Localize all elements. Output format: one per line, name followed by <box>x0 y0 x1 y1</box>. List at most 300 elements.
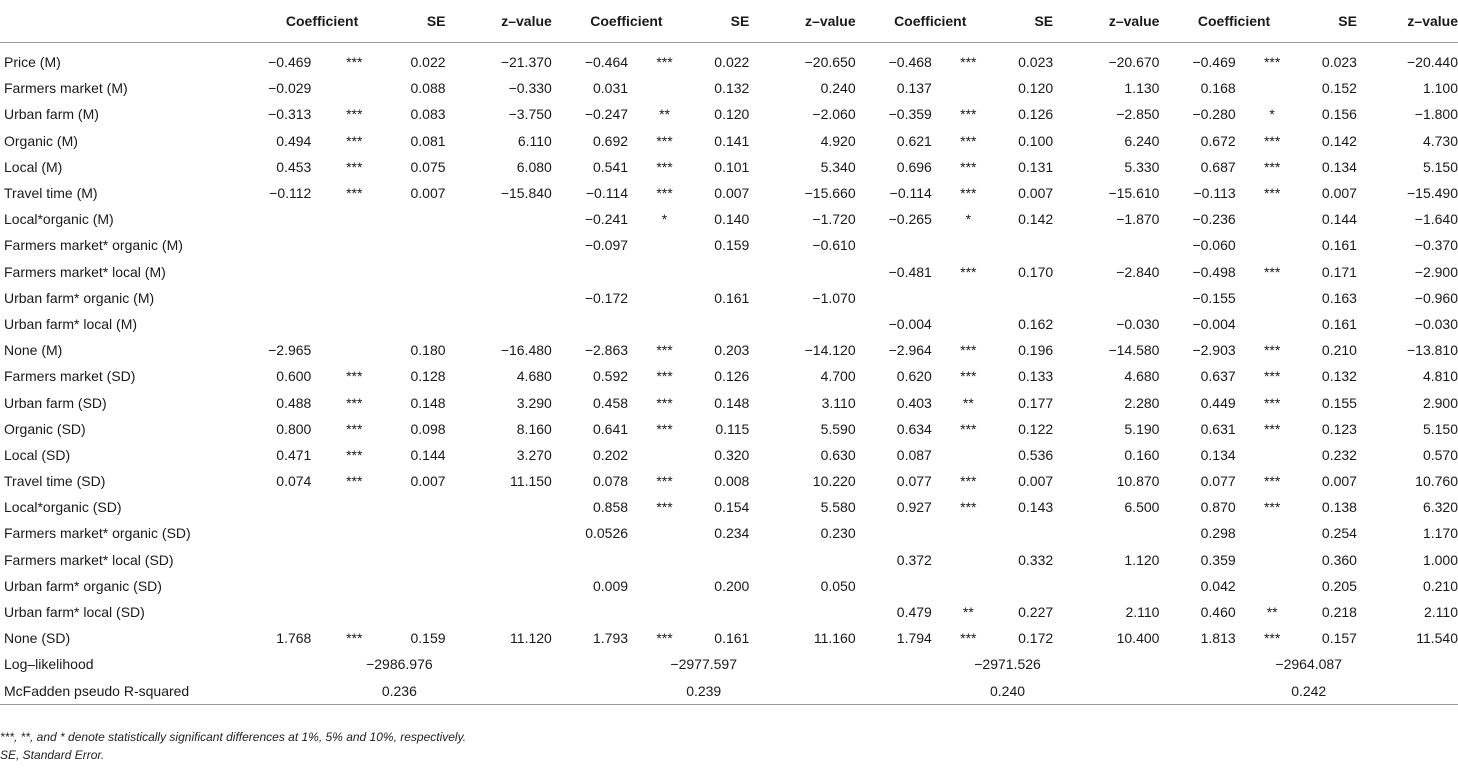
se-cell <box>397 494 445 520</box>
se-cell: 0.007 <box>714 185 750 202</box>
significance-cell <box>932 285 1005 311</box>
se-cell <box>701 547 749 573</box>
significance-cell: *** <box>346 394 363 411</box>
significance-cell <box>311 232 397 258</box>
z-value-cell: 6.240 <box>1124 132 1160 149</box>
coefficient-cell: 0.074 <box>276 473 312 490</box>
z-value-cell: 5.590 <box>820 420 856 437</box>
coefficient-cell: 0.077 <box>896 473 932 490</box>
coefficient-cell: −0.469 <box>1192 54 1236 71</box>
significance-cell: *** <box>960 54 977 71</box>
significance-cell <box>311 520 397 546</box>
row-label: Urban farm (M) <box>4 106 99 123</box>
coefficient-cell: 0.453 <box>276 158 312 175</box>
coefficient-cell: −0.498 <box>1192 263 1236 280</box>
coefficient-cell: 0.927 <box>896 499 932 516</box>
z-value-cell: 11.160 <box>813 630 856 647</box>
coefficient-cell: 0.449 <box>1200 394 1236 411</box>
se-cell: 0.157 <box>1321 630 1357 647</box>
z-value-cell: 2.110 <box>1424 604 1458 621</box>
se-cell: 0.132 <box>1321 368 1357 385</box>
table-row <box>0 206 1458 232</box>
se-cell: 0.128 <box>410 368 446 385</box>
significance-cell <box>628 232 701 258</box>
significance-cell: *** <box>960 473 977 490</box>
coefficient-cell: 0.134 <box>1200 446 1236 463</box>
header-se: SE <box>701 0 749 43</box>
z-value-cell: −15.490 <box>1407 185 1458 202</box>
coefficient-cell: −0.265 <box>888 211 932 228</box>
se-cell: 0.081 <box>410 132 446 149</box>
se-cell: 0.161 <box>714 289 750 306</box>
coefficient-cell <box>247 285 311 311</box>
significance-cell <box>1236 442 1309 468</box>
significance-cell: *** <box>960 368 977 385</box>
header-coefficient: Coefficient <box>552 0 701 43</box>
z-value-cell: −20.650 <box>804 54 856 71</box>
summary-label: McFadden pseudo R-squared <box>0 678 247 705</box>
row-label: Travel time (SD) <box>4 473 106 490</box>
se-cell: 0.101 <box>714 158 750 175</box>
header-se: SE <box>1309 0 1357 43</box>
significance-cell: *** <box>960 420 977 437</box>
z-value-cell: −2.850 <box>1116 106 1160 123</box>
row-label: Urban farm* local (M) <box>4 315 138 332</box>
se-cell <box>397 520 445 546</box>
row-label: None (M) <box>4 342 63 359</box>
coefficient-cell: −0.004 <box>1192 315 1236 332</box>
significance-cell: *** <box>346 368 363 385</box>
se-cell: 0.203 <box>714 342 750 359</box>
significance-cell <box>628 442 701 468</box>
z-value-cell: −15.660 <box>804 185 856 202</box>
coefficient-cell: −2.903 <box>1192 342 1236 359</box>
footnote-significance: ***, **, and * denote statistically significant differences at 1%, 5% and 10%, respectively. <box>0 730 467 744</box>
se-cell: 0.163 <box>1321 289 1357 306</box>
coefficient-cell: −0.313 <box>268 106 312 123</box>
z-value-cell <box>1053 285 1159 311</box>
se-cell: 0.234 <box>714 525 750 542</box>
z-value-cell <box>446 599 552 625</box>
coefficient-cell: 0.460 <box>1200 604 1236 621</box>
coefficient-cell: 0.077 <box>1200 473 1236 490</box>
significance-cell <box>311 573 397 599</box>
se-cell: 0.144 <box>1321 211 1357 228</box>
z-value-cell: −14.120 <box>804 342 856 359</box>
significance-cell <box>311 599 397 625</box>
se-cell <box>701 259 749 285</box>
coefficient-cell <box>552 311 628 337</box>
z-value-cell: −0.030 <box>1414 315 1458 332</box>
table-footnotes <box>0 728 466 764</box>
significance-cell: *** <box>656 368 673 385</box>
row-label: Farmers market* organic (M) <box>4 237 183 254</box>
z-value-cell: 5.150 <box>1422 158 1458 175</box>
z-value-cell: −0.610 <box>812 237 856 254</box>
significance-cell <box>311 494 397 520</box>
z-value-cell: −2.900 <box>1414 263 1458 280</box>
z-value-cell: −1.800 <box>1414 106 1458 123</box>
se-cell <box>1005 232 1053 258</box>
significance-cell: *** <box>1263 394 1281 411</box>
significance-cell: *** <box>1263 54 1281 71</box>
significance-cell: *** <box>346 420 363 437</box>
z-value-cell: 3.290 <box>516 394 552 411</box>
significance-cell: *** <box>960 630 977 647</box>
se-cell: 0.023 <box>1321 54 1357 71</box>
significance-cell: *** <box>656 132 673 149</box>
table-row <box>0 573 1458 599</box>
significance-cell: * <box>1269 106 1275 123</box>
table-row <box>0 232 1458 258</box>
row-label: Local*organic (SD) <box>4 499 122 516</box>
se-cell: 0.171 <box>1321 263 1357 280</box>
z-value-cell: −0.030 <box>1116 315 1160 332</box>
se-cell: 0.083 <box>410 106 446 123</box>
se-cell: 0.023 <box>1018 54 1054 71</box>
coefficient-cell: 0.541 <box>592 158 629 175</box>
z-value-cell: −16.480 <box>500 342 552 359</box>
summary-row <box>0 678 1458 705</box>
coefficient-cell <box>856 285 932 311</box>
significance-cell: *** <box>1263 499 1281 516</box>
table-row <box>0 128 1458 154</box>
se-cell <box>397 206 445 232</box>
table-row <box>0 363 1458 389</box>
coefficient-cell: −0.280 <box>1192 106 1236 123</box>
se-cell: 0.007 <box>410 185 446 202</box>
z-value-cell <box>1053 520 1159 546</box>
se-cell: 0.126 <box>1018 106 1054 123</box>
z-value-cell <box>446 311 552 337</box>
row-label: Price (M) <box>4 54 61 71</box>
z-value-cell: 2.900 <box>1422 394 1458 411</box>
significance-cell <box>311 337 397 363</box>
coefficient-cell: −0.468 <box>888 54 932 71</box>
se-cell: 0.218 <box>1321 604 1357 621</box>
coefficient-cell <box>856 520 932 546</box>
z-value-cell <box>446 285 552 311</box>
z-value-cell <box>446 547 552 573</box>
se-cell <box>397 573 445 599</box>
se-cell: 0.022 <box>714 54 750 71</box>
significance-cell <box>1236 573 1309 599</box>
z-value-cell: 10.760 <box>1415 473 1458 490</box>
table-row <box>0 259 1458 285</box>
z-value-cell: 3.110 <box>821 394 856 411</box>
z-value-cell: 1.130 <box>1124 80 1160 97</box>
significance-cell <box>932 520 1005 546</box>
se-cell <box>1005 573 1053 599</box>
z-value-cell: 0.240 <box>820 80 856 97</box>
se-cell <box>397 259 445 285</box>
header-coefficient: Coefficient <box>856 0 1005 43</box>
z-value-cell: 4.680 <box>1124 368 1160 385</box>
table-row <box>0 520 1458 546</box>
z-value-cell: −21.370 <box>500 54 552 71</box>
row-label: Farmers market (SD) <box>4 368 136 385</box>
significance-cell: ** <box>1266 604 1278 621</box>
se-cell: 0.120 <box>714 106 750 123</box>
se-cell: 0.131 <box>1018 158 1054 175</box>
coefficient-cell: 0.600 <box>276 368 312 385</box>
z-value-cell: 4.920 <box>820 132 856 149</box>
significance-cell: *** <box>960 499 977 516</box>
header-blank <box>0 0 247 43</box>
row-label: Local*organic (M) <box>4 211 114 228</box>
significance-cell: *** <box>346 630 363 647</box>
z-value-cell: 4.810 <box>1422 368 1458 385</box>
z-value-cell: 1.170 <box>1422 525 1458 542</box>
significance-cell <box>628 573 701 599</box>
se-cell: 0.144 <box>410 446 446 463</box>
se-cell: 0.088 <box>410 80 446 97</box>
significance-cell: *** <box>656 630 673 647</box>
coefficient-cell: 0.687 <box>1200 158 1236 175</box>
z-value-cell: −13.810 <box>1407 342 1458 359</box>
coefficient-cell: −0.247 <box>584 106 629 123</box>
se-cell: 0.115 <box>715 420 750 437</box>
coefficient-cell <box>247 573 311 599</box>
se-cell: 0.154 <box>714 499 750 516</box>
significance-cell: ** <box>659 106 670 123</box>
coefficient-cell: 1.793 <box>592 630 629 647</box>
z-value-cell: 11.150 <box>510 473 552 490</box>
z-value-cell: 6.080 <box>516 158 552 175</box>
z-value-cell <box>446 520 552 546</box>
significance-cell: *** <box>960 185 977 202</box>
significance-cell: *** <box>346 132 363 149</box>
coefficient-cell <box>247 259 311 285</box>
significance-cell <box>311 547 397 573</box>
z-value-cell: −1.720 <box>812 211 856 228</box>
significance-cell <box>628 311 701 337</box>
se-cell: 0.180 <box>410 342 446 359</box>
se-cell: 0.007 <box>1321 185 1357 202</box>
header-z-value: z–value <box>1053 0 1159 43</box>
coefficient-cell: 0.637 <box>1200 368 1236 385</box>
significance-cell: *** <box>1263 342 1281 359</box>
header-z-value: z–value <box>1357 0 1458 43</box>
coefficient-cell <box>856 232 932 258</box>
coefficient-cell: 0.202 <box>592 446 629 463</box>
table-row <box>0 599 1458 625</box>
significance-cell: *** <box>1263 185 1281 202</box>
significance-cell: *** <box>346 446 363 463</box>
z-value-cell: 0.050 <box>820 577 856 594</box>
z-value-cell: −0.330 <box>508 80 552 97</box>
se-cell: 0.161 <box>714 630 750 647</box>
significance-cell: ** <box>962 604 974 621</box>
z-value-cell: −0.370 <box>1414 237 1458 254</box>
table-row <box>0 494 1458 520</box>
se-cell: 0.007 <box>1018 185 1054 202</box>
summary-label: Log–likelihood <box>4 656 94 673</box>
significance-cell <box>932 232 1005 258</box>
row-label: Farmers market* organic (SD) <box>4 525 191 542</box>
significance-cell <box>932 442 1005 468</box>
se-cell: 0.122 <box>1018 420 1054 437</box>
se-cell <box>701 599 749 625</box>
coefficient-cell <box>247 547 311 573</box>
coefficient-cell: −2.863 <box>584 342 629 359</box>
row-label: None (SD) <box>4 630 71 647</box>
z-value-cell: −2.060 <box>812 106 856 123</box>
coefficient-cell <box>552 599 628 625</box>
header-se: SE <box>1005 0 1053 43</box>
coefficient-cell <box>247 599 311 625</box>
significance-cell <box>628 520 701 546</box>
se-cell: 0.022 <box>410 54 446 71</box>
significance-cell: *** <box>960 263 977 280</box>
table-row <box>0 75 1458 101</box>
table-row <box>0 180 1458 206</box>
significance-cell <box>311 259 397 285</box>
se-cell: 0.126 <box>714 368 750 385</box>
se-cell: 0.536 <box>1018 446 1054 463</box>
se-cell <box>397 547 445 573</box>
coefficient-cell <box>552 547 628 573</box>
z-value-cell: 1.000 <box>1422 551 1458 568</box>
se-cell: 0.007 <box>1018 473 1054 490</box>
se-cell: 0.232 <box>1321 446 1357 463</box>
significance-cell: *** <box>960 106 977 123</box>
z-value-cell: 1.100 <box>1422 80 1458 97</box>
coefficient-cell <box>247 494 311 520</box>
table-row <box>0 547 1458 573</box>
se-cell: 0.200 <box>714 577 750 594</box>
coefficient-cell: −0.481 <box>888 263 932 280</box>
se-cell: 0.210 <box>1321 342 1357 359</box>
se-cell: 0.152 <box>1321 80 1357 97</box>
coefficient-cell: 0.631 <box>1200 420 1236 437</box>
significance-cell: *** <box>1263 368 1281 385</box>
row-label: Local (M) <box>4 158 63 175</box>
significance-cell <box>1236 520 1309 546</box>
z-value-cell: 4.730 <box>1422 132 1458 149</box>
z-value-cell: 6.320 <box>1422 499 1458 516</box>
coefficient-cell: −0.112 <box>269 185 312 202</box>
significance-cell <box>932 547 1005 573</box>
row-label: Local (SD) <box>4 446 71 463</box>
coefficient-cell: 0.488 <box>276 394 312 411</box>
z-value-cell: 5.150 <box>1422 420 1458 437</box>
se-cell: 0.132 <box>714 80 750 97</box>
significance-cell <box>311 75 397 101</box>
coefficient-cell: 0.672 <box>1200 132 1236 149</box>
se-cell: 0.100 <box>1018 132 1054 149</box>
table-row <box>0 442 1458 468</box>
se-cell: 0.148 <box>714 394 750 411</box>
significance-cell: *** <box>1263 473 1281 490</box>
coefficient-cell: −0.155 <box>1192 289 1236 306</box>
se-cell: 0.172 <box>1018 630 1054 647</box>
table-row <box>0 154 1458 180</box>
z-value-cell: 1.120 <box>1124 551 1160 568</box>
summary-value: 0.242 <box>1159 678 1458 705</box>
se-cell: 0.142 <box>1321 132 1357 149</box>
table-row <box>0 416 1458 442</box>
z-value-cell: 5.340 <box>820 158 856 175</box>
row-label: Farmers market* local (SD) <box>4 551 174 568</box>
se-cell: 0.075 <box>410 158 446 175</box>
row-label: Urban farm* organic (SD) <box>4 577 162 594</box>
z-value-cell: −15.840 <box>500 185 552 202</box>
z-value-cell <box>446 259 552 285</box>
significance-cell: *** <box>656 394 673 411</box>
significance-cell: *** <box>346 473 363 490</box>
z-value-cell: −20.670 <box>1108 54 1160 71</box>
significance-cell: *** <box>1263 132 1281 149</box>
z-value-cell <box>1053 232 1159 258</box>
se-cell: 0.162 <box>1018 315 1054 332</box>
z-value-cell <box>749 599 855 625</box>
coefficient-cell: 0.087 <box>896 446 932 463</box>
se-cell: 0.141 <box>714 132 750 149</box>
row-label: Farmers market* local (M) <box>4 263 166 280</box>
significance-cell: *** <box>960 342 977 359</box>
significance-cell <box>1236 285 1309 311</box>
coefficient-cell: 1.794 <box>896 630 932 647</box>
header-coefficient: Coefficient <box>1159 0 1308 43</box>
significance-cell: *** <box>1263 158 1281 175</box>
row-label: Travel time (M) <box>4 185 98 202</box>
significance-cell <box>628 599 701 625</box>
coefficient-cell: 0.009 <box>592 577 629 594</box>
significance-cell: *** <box>656 499 673 516</box>
z-value-cell: 6.110 <box>517 132 552 149</box>
summary-value: 0.239 <box>552 678 856 705</box>
coefficient-cell: −0.060 <box>1192 237 1236 254</box>
summary-value: 0.236 <box>247 678 552 705</box>
summary-value: −2971.526 <box>974 656 1041 673</box>
se-cell: 0.159 <box>714 237 750 254</box>
significance-cell <box>628 285 701 311</box>
se-cell: 0.320 <box>714 446 750 463</box>
z-value-cell: 4.680 <box>516 368 552 385</box>
coefficient-cell: 0.031 <box>592 80 629 97</box>
coefficient-cell: 0.372 <box>896 551 932 568</box>
row-label: Urban farm* organic (M) <box>4 289 155 306</box>
header-z-value: z–value <box>446 0 552 43</box>
se-cell: 0.159 <box>410 630 446 647</box>
significance-cell <box>932 573 1005 599</box>
se-cell: 0.254 <box>1321 525 1357 542</box>
se-cell: 0.161 <box>1321 315 1357 332</box>
coefficient-cell: 0.858 <box>592 499 629 516</box>
z-value-cell: 0.630 <box>820 446 856 463</box>
significance-cell: *** <box>346 54 363 71</box>
significance-cell: *** <box>656 473 673 490</box>
coefficient-cell: −0.241 <box>584 211 629 228</box>
se-cell: 0.007 <box>1321 473 1357 490</box>
coefficient-cell: 0.0526 <box>585 525 629 542</box>
se-cell: 0.205 <box>1321 577 1357 594</box>
z-value-cell: 0.230 <box>820 525 856 542</box>
significance-cell: *** <box>656 420 673 437</box>
row-label: Urban farm* local (SD) <box>4 604 145 621</box>
z-value-cell <box>446 232 552 258</box>
row-label: Organic (M) <box>4 132 78 149</box>
significance-cell: *** <box>656 54 673 71</box>
table-row <box>0 43 1458 76</box>
se-cell: 0.133 <box>1018 368 1054 385</box>
se-cell: 0.142 <box>1018 211 1054 228</box>
z-value-cell: −14.580 <box>1108 342 1160 359</box>
significance-cell: *** <box>960 158 977 175</box>
coefficient-cell: 0.137 <box>896 80 932 97</box>
row-label: Urban farm (SD) <box>4 394 107 411</box>
